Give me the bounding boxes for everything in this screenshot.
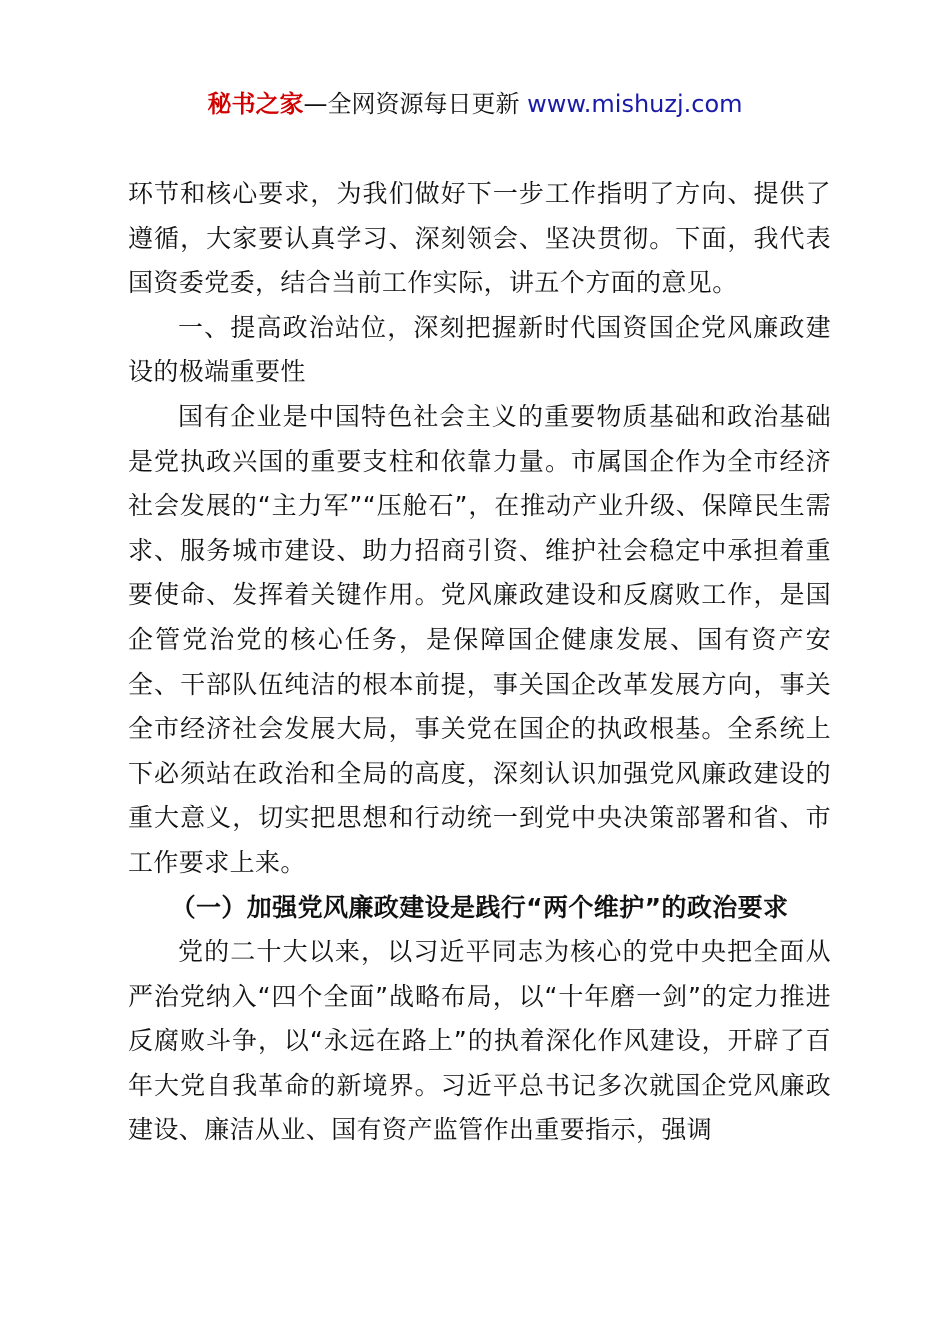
paragraph-soe-role: 国有企业是中国特色社会主义的重要物质基础和政治基础是党执政兴国的重要支柱和依靠力量。市属国企作为全市经济社会发展的“主力军”“压舱石”，在推动产业升级、保障民生需求、服务城市建设、助力招商引资、维护社会稳定中承担着重要使命、发挥着关键作用。党风廉政建设和反腐败工作，是国企管党治党的核心任务，是保障国企健康发展、国有资产安全、干部队伍纯洁的根本前提，事关国企改革发展方向，事关全市经济社会发展大局，事关党在国企的执政根基。全系统上下必须站在政治和全局的高度，深刻认识加强党风廉政建设的重大意义，切实把思想和行动统一到党中央决策部署和省、市工作要求上来。	[128, 401, 831, 877]
header-tagline: —全网资源每日更新	[303, 90, 528, 118]
header-url-link[interactable]: www.mishuzj.com	[527, 90, 743, 118]
subheading-1: （一）加强党风廉政建设是践行“两个维护”的政治要求	[170, 892, 789, 922]
section-heading-1: 一、提高政治站位，深刻把握新时代国资国企党风廉政建设的极端重要性	[128, 312, 831, 387]
document-body	[128, 172, 831, 1153]
paragraph-continuation: 环节和核心要求，为我们做好下一步工作指明了方向、提供了遵循，大家要认真学习、深刻领会、坚决贯彻。下面，我代表国资委党委，结合当前工作实际，讲五个方面的意见。	[128, 179, 831, 298]
header-brand: 秘书之家	[207, 90, 304, 118]
page-header	[0, 86, 950, 122]
paragraph-party-congress: 党的二十大以来，以习近平同志为核心的党中央把全面从严治党纳入“四个全面”战略布局，以“十年磨一剑”的定力推进反腐败斗争，以“永远在路上”的执着深化作风建设，开辟了百年大党自我革命的新境界。习近平总书记多次就国企党风廉政建设、廉洁从业、国有资产监管作出重要指示，强调	[128, 937, 831, 1145]
